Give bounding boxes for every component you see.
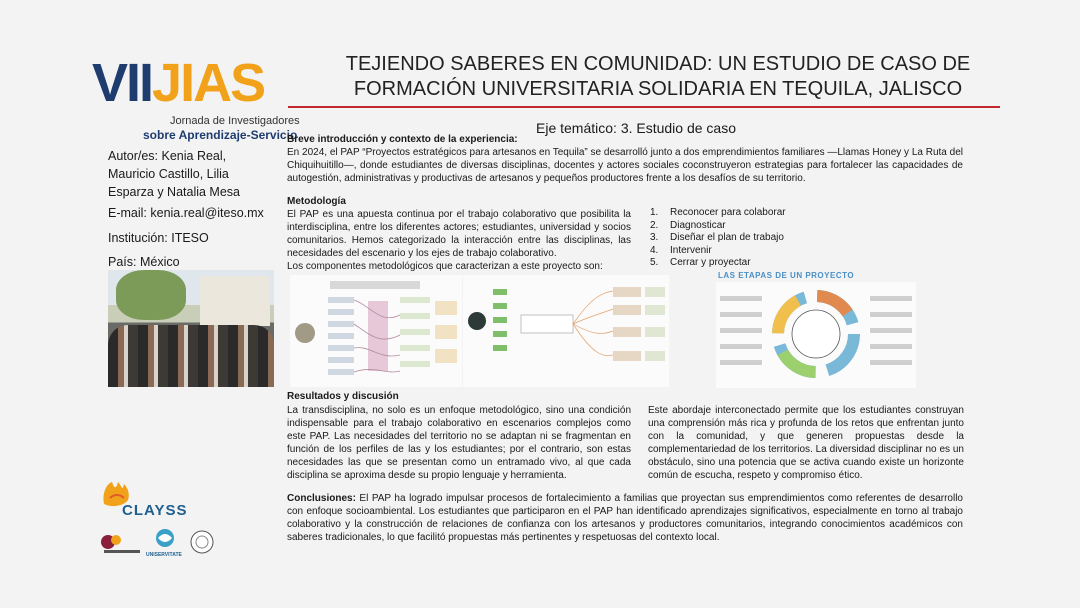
vii-jias-logo — [92, 52, 264, 114]
disciplines-diagram — [290, 275, 462, 387]
intro-heading: Breve introducción y contexto de la experiencia: — [287, 134, 518, 145]
logo-suffix: JIAS — [152, 53, 265, 113]
stages-diagram-title: LAS ETAPAS DE UN PROYECTO — [718, 271, 855, 280]
institution: Institución: ITESO — [108, 231, 209, 245]
method-steps — [650, 207, 786, 270]
clayss-logo-text: CLAYSS — [122, 502, 188, 519]
step-item: 1. Reconocer para colaborar — [650, 207, 786, 218]
step-item: 2. Diagnosticar — [650, 219, 726, 231]
country: País: México — [108, 255, 180, 269]
step-item: 3. Diseñar el plan de trabajo — [650, 232, 784, 243]
title-divider — [288, 106, 1000, 108]
uniservitate-text: UNISERVITATE — [146, 552, 182, 558]
methodology-map — [463, 275, 669, 387]
intro-text: En 2024, el PAP “Proyectos estratégicos para artesanos en Tequila” se desarrolló junto a dos emprendimientos familiares —Llamas Honey y La Ruta del Chiquihuitillo—, donde estudiantes de diversas disciplinas, docentes y actores sociales coconstruyeron estrategias para fortalecer las capacidades de autogestión, administrativas y productivas de artesanos y pequeños productores frente a los desafíos de su territorio. — [287, 147, 963, 184]
logo-line2: sobre Aprendizaje-Servicio — [143, 128, 298, 142]
conclusions-label: Conclusiones: — [287, 493, 356, 504]
method-text — [287, 208, 631, 273]
red-aprendizaje-logo — [100, 532, 144, 554]
results-col1: La transdisciplina, no solo es un enfoque metodológico, sino una condición indispensable para el trabajo colaborativo en escenarios complejos como este PAP. Las necesidades del territorio no se adaptan ni se fragmentan en función de los perfiles de las y los estudiantes; por el contrario, son estas necesidades las que se presentan como un entramado vivo, al que cada disciplina se aproxima desde su propio lenguaje y herramienta. — [287, 405, 631, 481]
results-heading: Resultados y discusión — [287, 391, 399, 402]
conclusions — [287, 492, 963, 544]
uniservitate-icon — [150, 528, 180, 552]
poster-title: TEJIENDO SABERES EN COMUNIDAD: UN ESTUDIO DE CASO DE FORMACIÓN UNIVERSITARIA SOLIDARIA EN TEQUILA, JALISCO — [345, 53, 971, 100]
email: E-mail: kenia.real@iteso.mx — [108, 206, 264, 220]
method-heading: Metodología — [287, 196, 346, 207]
logo-prefix: VII — [92, 53, 153, 113]
logo-line1: Jornada de Investigadores — [170, 115, 300, 127]
project-stages-diagram — [716, 282, 916, 388]
university-seal-icon — [190, 530, 214, 554]
group-photo — [108, 270, 274, 387]
method-text-2: Los componentes metodológicos que caracterizan a este proyecto son: — [287, 261, 603, 272]
method-text-1: El PAP es una apuesta continua por el trabajo colaborativo que posibilita la interdisciplina, entre los diferentes actores; estudiantes, universidad y socios comunitarios. Hemos categorizado la interacción entre las disciplinas, las necesidades del escenario y los ejes de trabajo colaborativo. — [287, 209, 631, 259]
thematic-axis: Eje temático: 3. Estudio de caso — [536, 120, 736, 136]
step-item: 4. Intervenir — [650, 244, 712, 256]
step-item: 5. Cerrar y proyectar — [650, 257, 751, 268]
results-col2: Este abordaje interconectado permite que los estudiantes construyan una comprensión más rica y profunda de los retos que enfrentan junto con la comunidad, y que generen propuestas desde la complementariedad de los territorios. La diversidad disciplinar no es un obstáculo, sino una potencia que se activa cuando existe un horizonte común de escucha, respeto y compromiso ético. — [648, 405, 964, 481]
authors: Autor/es: Kenia Real, Mauricio Castillo, Lilia Esparza y Natalia Mesa — [108, 149, 241, 199]
conclusions-text: El PAP ha logrado impulsar procesos de fortalecimiento a familias que proyectan sus emprendimientos como referentes de desarrollo con enfoque socioambiental. Los estudiantes que participaron en el PAP han identificado aprendizajes significativos, especialmente en torno al trabajo colaborativo y la construcción de relaciones de confianza con los artesanos y productores comunitarios, integrando conocimientos académicos con saberes tradicionales, lo que facilitó propuestas más pertinentes y respetuosas del contexto local. — [287, 493, 963, 543]
